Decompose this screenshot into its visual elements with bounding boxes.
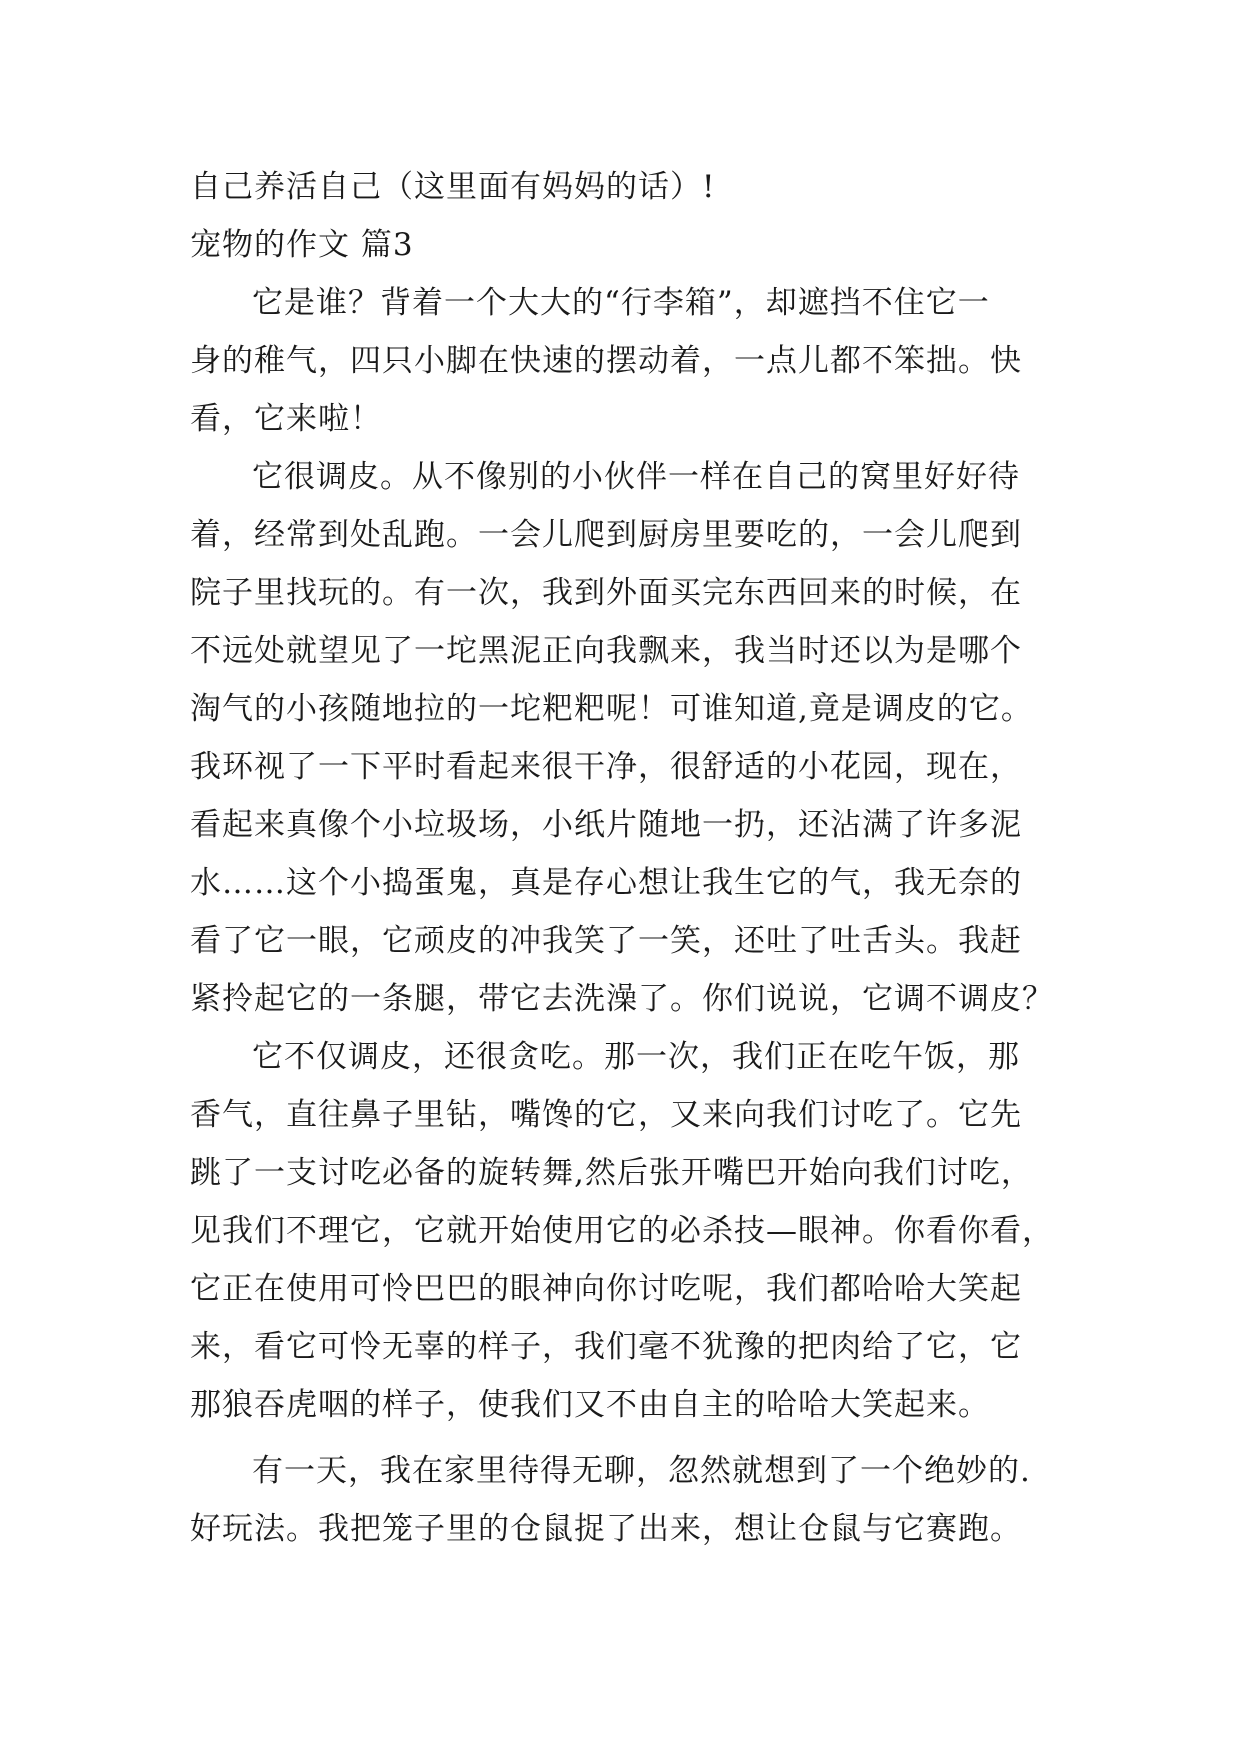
paragraph-3-line: 它正在使用可怜巴巴的眼神向你讨吃呢，我们都哈哈大笑起 xyxy=(190,1271,1022,1307)
paragraph-3-line: 跳了一支讨吃必备的旋转舞,然后张开嘴巴开始向我们讨吃， xyxy=(190,1155,1033,1191)
paragraph-3-line: 见我们不理它，它就开始使用它的必杀技—眼神。你看你看， xyxy=(190,1213,1054,1249)
paragraph-2-line: 着，经常到处乱跑。一会儿爬到厨房里要吃的，一会儿爬到 xyxy=(190,517,1022,553)
paragraph-3-line: 香气，直往鼻子里钻，嘴馋的它，又来向我们讨吃了。它先 xyxy=(190,1097,1022,1133)
paragraph-2-line: 看了它一眼，它顽皮的冲我笑了一笑，还吐了吐舌头。我赶 xyxy=(190,923,1022,959)
text-line: 自己养活自己（这里面有妈妈的话）! xyxy=(190,169,716,205)
section-heading: 宠物的作文 篇3 xyxy=(190,227,414,263)
paragraph-3-line: 那狼吞虎咽的样子，使我们又不由自主的哈哈大笑起来。 xyxy=(190,1387,990,1423)
document-body xyxy=(190,158,1070,1558)
paragraph-2-line: 我环视了一下平时看起来很干净，很舒适的小花园，现在， xyxy=(190,749,1022,785)
paragraph-1-line: 看，它来啦！ xyxy=(190,401,382,437)
paragraph-3-line: 它不仅调皮，还很贪吃。那一次，我们正在吃午饭，那 xyxy=(252,1039,1020,1075)
paragraph-1-line: 它是谁？背着一个大大的“行李箱”，却遮挡不住它一 xyxy=(252,285,990,321)
paragraph-2-line: 它很调皮。从不像别的小伙伴一样在自己的窝里好好待 xyxy=(252,459,1020,495)
paragraph-4-line: 好玩法。我把笼子里的仓鼠捉了出来，想让仓鼠与它赛跑。 xyxy=(190,1511,1022,1547)
paragraph-2-line: 水……这个小捣蛋鬼，真是存心想让我生它的气，我无奈的 xyxy=(190,865,1022,901)
paragraph-2-line: 院子里找玩的。有一次，我到外面买完东西回来的时候，在 xyxy=(190,575,1022,611)
paragraph-2-line: 不远处就望见了一坨黑泥正向我飘来，我当时还以为是哪个 xyxy=(190,633,1022,669)
paragraph-2-line: 淘气的小孩随地拉的一坨粑粑呢！可谁知道,竟是调皮的它。 xyxy=(190,691,1033,727)
paragraph-4-line: 有一天，我在家里待得无聊，忽然就想到了一个绝妙的. xyxy=(252,1453,1031,1489)
paragraph-2-line: 紧拎起它的一条腿，带它去洗澡了。你们说说，它调不调皮？ xyxy=(190,981,1054,1017)
paragraph-2-line: 看起来真像个小垃圾场，小纸片随地一扔，还沾满了许多泥 xyxy=(190,807,1022,843)
paragraph-3-line: 来，看它可怜无辜的样子，我们毫不犹豫的把肉给了它，它 xyxy=(190,1329,1022,1365)
paragraph-1-line: 身的稚气，四只小脚在快速的摆动着，一点儿都不笨拙。快 xyxy=(190,343,1022,379)
